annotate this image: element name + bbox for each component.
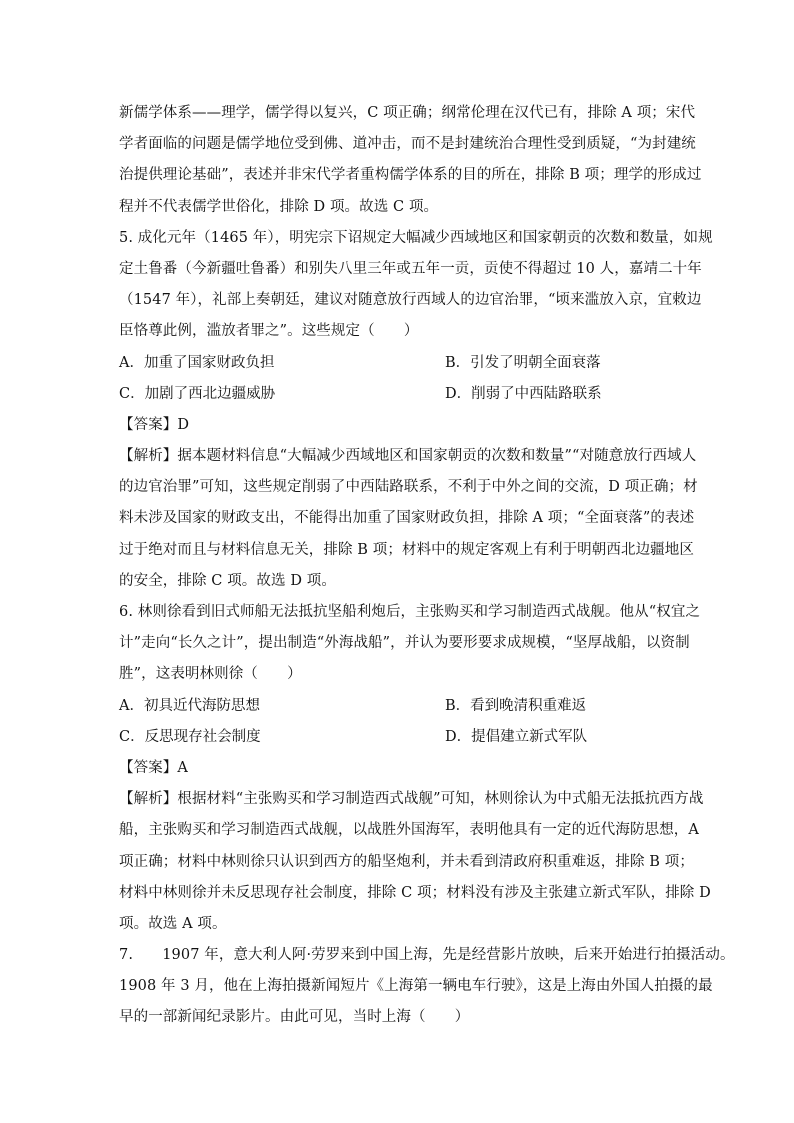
- answer-line: 【答案】D: [119, 416, 190, 433]
- answer-line: 【答案】A: [119, 759, 188, 776]
- option-b: B．看到晚清积重难返: [445, 697, 587, 714]
- question-stem-line: 5. 成化元年（1465 年），明宪宗下诏规定大幅减少西域地区和国家朝贡的次数和数量，如规: [119, 229, 713, 246]
- question-stem-line: 定土鲁番（今新疆吐鲁番）和别失八里三年或五年一贡，贡使不得超过 10 人，嘉靖二十年: [119, 260, 702, 277]
- question-7: [119, 940, 735, 1034]
- question-6: [119, 597, 711, 940]
- option-d: D．削弱了中西陆路联系: [445, 385, 602, 402]
- analysis-line: 料未涉及国家的财政支出，不能得出加重了国家财政负担，排除 A 项；“全面衰落”的表述: [119, 510, 695, 527]
- option-d: D．提倡建立新式军队: [445, 728, 588, 745]
- option-c: C．反思现存社会制度: [119, 728, 261, 745]
- question-stem-line: 臣恪尊此例，滥放者罪之”。这些规定（ ）: [119, 323, 419, 340]
- options-row: [119, 722, 677, 753]
- option-b: B．引发了明朝全面衰落: [445, 354, 601, 371]
- option-a: A．初具近代海防思想: [119, 697, 260, 714]
- options-row: [119, 348, 677, 379]
- question-stem-line: 胜”，这表明林则徐（ ）: [119, 666, 302, 683]
- text-line: 新儒学体系——理学，儒学得以复兴，C 项正确；纲常伦理在汉代已有，排除 A 项；宋代: [119, 105, 696, 121]
- question-stem-line: 早的一部新闻纪录影片。由此可见，当时上海（ ）: [119, 1009, 470, 1026]
- analysis-line: 的边官治罪”可知，这些规定削弱了中西陆路联系，不利于中外之间的交流，D 项正确；材: [119, 479, 698, 496]
- analysis-line: 材料中林则徐并未反思现存社会制度，排除 C 项；材料没有涉及主张建立新式军队，排除 D: [119, 884, 711, 901]
- option-c: C．加剧了西北边疆威胁: [119, 385, 276, 402]
- question-stem-line: 1908 年 3 月，他在上海拍摄新闻短片《上海第一辆电车行驶》，这是上海由外国人拍摄的最: [119, 978, 713, 995]
- question-stem-line: 6. 林则徐看到旧式师船无法抵抗坚船利炮后，主张购买和学习制造西式战舰。他从“权宜之: [119, 604, 701, 620]
- question-stem-line: 7. 1907 年，意大利人阿·劳罗来到中国上海，先是经营影片放映，后来开始进行拍摄活动。: [119, 947, 735, 964]
- text-line: 学者面临的问题是儒学地位受到佛、道冲击，而不是封建统治合理性受到质疑，“为封建统: [119, 136, 696, 153]
- text-line: 治提供理论基础”，表述并非宋代学者重构儒学体系的目的所在，排除 B 项；理学的形成过: [119, 167, 702, 184]
- question-stem-line: （1547 年），礼部上奏朝廷，建议对随意放行西域人的边官治罪，“顷来滥放入京，宜敕边: [119, 292, 702, 309]
- analysis-line: 的安全，排除 C 项。故选 D 项。: [119, 572, 336, 589]
- analysis-line: 船，主张购买和学习制造西式战舰，以战胜外国海军，表明他具有一定的近代海防思想，A: [119, 822, 699, 839]
- options-row: [119, 379, 677, 410]
- question-5: [119, 223, 713, 597]
- analysis-line: 【解析】据本题材料信息“大幅减少西域地区和国家朝贡的次数和数量”“对随意放行西域人: [119, 448, 697, 465]
- question-stem-line: 计”走向“长久之计”，提出制造“外海战船”，并认为要形要求成规模，“坚厚战船，以资制: [119, 635, 690, 652]
- intro-analysis: [119, 98, 702, 223]
- analysis-line: 【解析】根据材料“主张购买和学习制造西式战舰”可知，林则徐认为中式船无法抵抗西方战: [119, 791, 704, 808]
- text-line: 程并不代表儒学世俗化，排除 D 项。故选 C 项。: [119, 198, 439, 215]
- page-content: [119, 98, 735, 1034]
- analysis-line: 过于绝对而且与材料信息无关，排除 B 项；材料中的规定客观上有利于明朝西北边疆地区: [119, 541, 694, 558]
- options-row: [119, 691, 677, 722]
- option-a: A．加重了国家财政负担: [119, 354, 275, 371]
- analysis-line: 项正确；材料中林则徐只认识到西方的船坚炮利，并未看到清政府积重难返，排除 B 项；: [119, 853, 694, 870]
- analysis-line: 项。故选 A 项。: [119, 915, 227, 932]
